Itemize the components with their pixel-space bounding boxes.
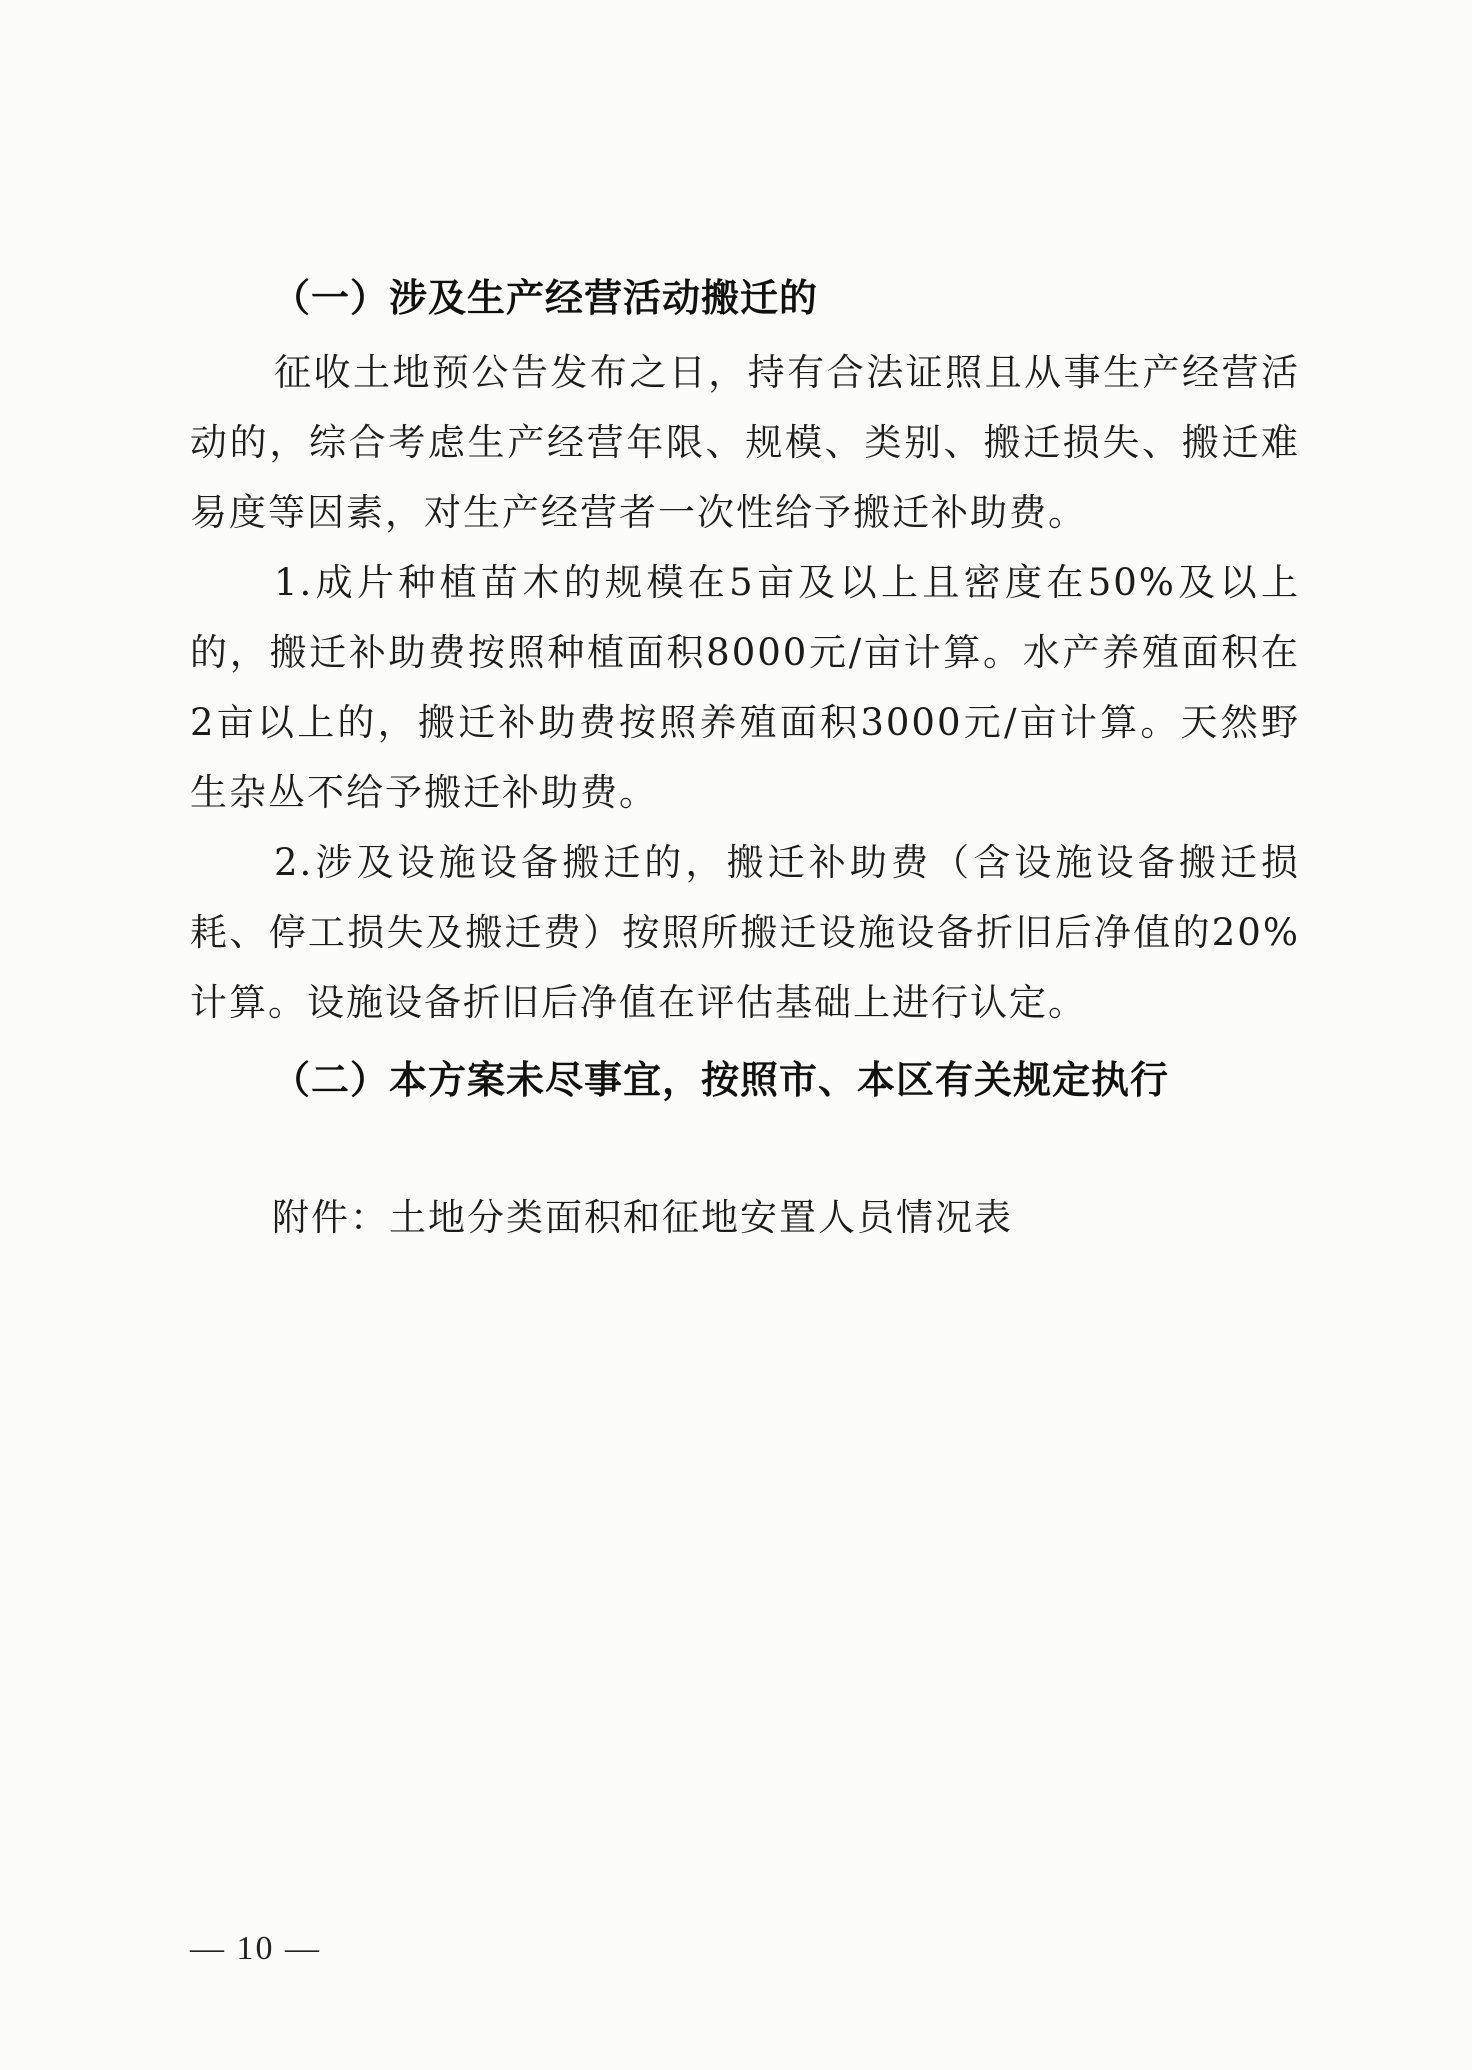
- section-heading-1: （一）涉及生产经营活动搬迁的: [272, 276, 819, 320]
- section-heading-2: （二）本方案未尽事宜，按照市、本区有关规定执行: [272, 1058, 1170, 1102]
- attachment-note: 附件：土地分类面积和征地安置人员情况表: [272, 1196, 1013, 1239]
- page-number: — 10 —: [190, 1930, 321, 1967]
- paragraph-item-2-facilities: 2.涉及设施设备搬迁的，搬迁补助费（含设施设备搬迁损耗、停工损失及搬迁费）按照所搬迁设施设备折旧后净值的20%计算。设施设备折旧后净值在评估基础上进行认定。: [190, 841, 1300, 1024]
- paragraph-relocation-subsidy: 征收土地预公告发布之日，持有合法证照且从事生产经营活动的，综合考虑生产经营年限、规模、类别、搬迁损失、搬迁难易度等因素，对生产经营者一次性给予搬迁补助费。: [190, 351, 1300, 534]
- paragraph-item-1-nursery-aquaculture: 1.成片种植苗木的规模在5亩及以上且密度在50%及以上的，搬迁补助费按照种植面积8000元/亩计算。水产养殖面积在2亩以上的，搬迁补助费按照养殖面积3000元/亩计算。天然野生杂丛不给予搬迁补助费。: [190, 561, 1300, 814]
